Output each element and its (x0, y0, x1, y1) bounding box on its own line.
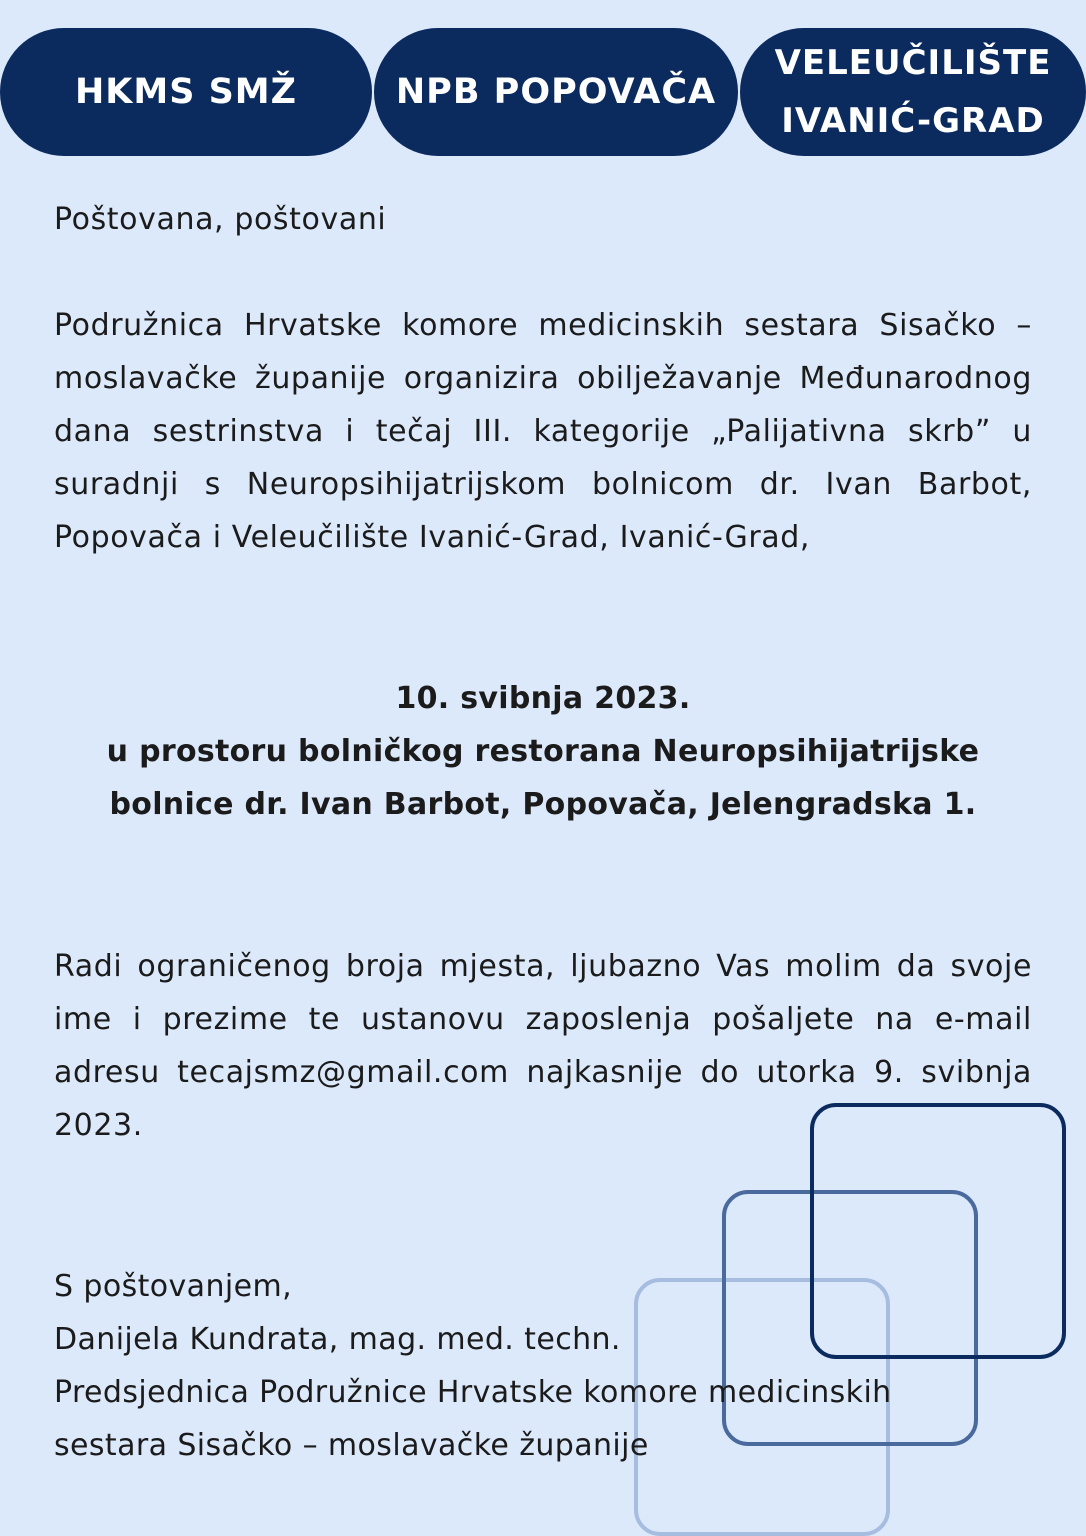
header-pill-npb (374, 28, 738, 156)
event-details (54, 672, 1032, 831)
signature-closing: S poštovanjem, (54, 1269, 293, 1304)
letter-intro-paragraph: Podružnica Hrvatske komore medicinskih sestara Sisačko – moslavačke županije organizira obilježavanje Međunarodnog dana sestrinstva i tečaj III. kategorije „Palijativna skrb” u suradnji s Neuropsihijatrijskom bolnicom dr. Ivan Barbot, Popovača i Veleučilište Ivanić-Grad, Ivanić-Grad, (54, 308, 1032, 555)
header-pill-label: HKMS SMŽ (74, 72, 298, 112)
event-location-line1: u prostoru bolničkog restorana Neuropsihijatrijske (106, 734, 980, 769)
header-pill-label-line2: IVANIĆ-GRAD (781, 101, 1045, 141)
signature-title-line1: Predsjednica Podružnice Hrvatske komore medicinskih (54, 1375, 892, 1410)
header-pill-label-line1: VELEUČILIŠTE (774, 43, 1052, 83)
letter-signature (54, 1260, 1032, 1472)
event-date: 10. svibnja 2023. (395, 681, 691, 716)
signature-name: Danijela Kundrata, mag. med. techn. (54, 1322, 621, 1357)
event-location-line2: bolnice dr. Ivan Barbot, Popovača, Jelengradska 1. (109, 787, 977, 822)
letter-greeting: Poštovana, poštovani (54, 202, 387, 237)
header-pill-label: NPB POPOVAČA (395, 72, 717, 112)
header-pill-veleuciliste (740, 28, 1086, 156)
header-pill-hkms (0, 28, 372, 156)
letter-request-paragraph: Radi ograničenog broja mjesta, ljubazno Vas molim da svoje ime i prezime te ustanovu zaposlenja pošaljete na e-mail adresu tecajsmz@gmail.com najkasnije do utorka 9. svibnja 2023. (54, 949, 1032, 1143)
signature-title-line2: sestara Sisačko – moslavačke županije (54, 1428, 649, 1463)
